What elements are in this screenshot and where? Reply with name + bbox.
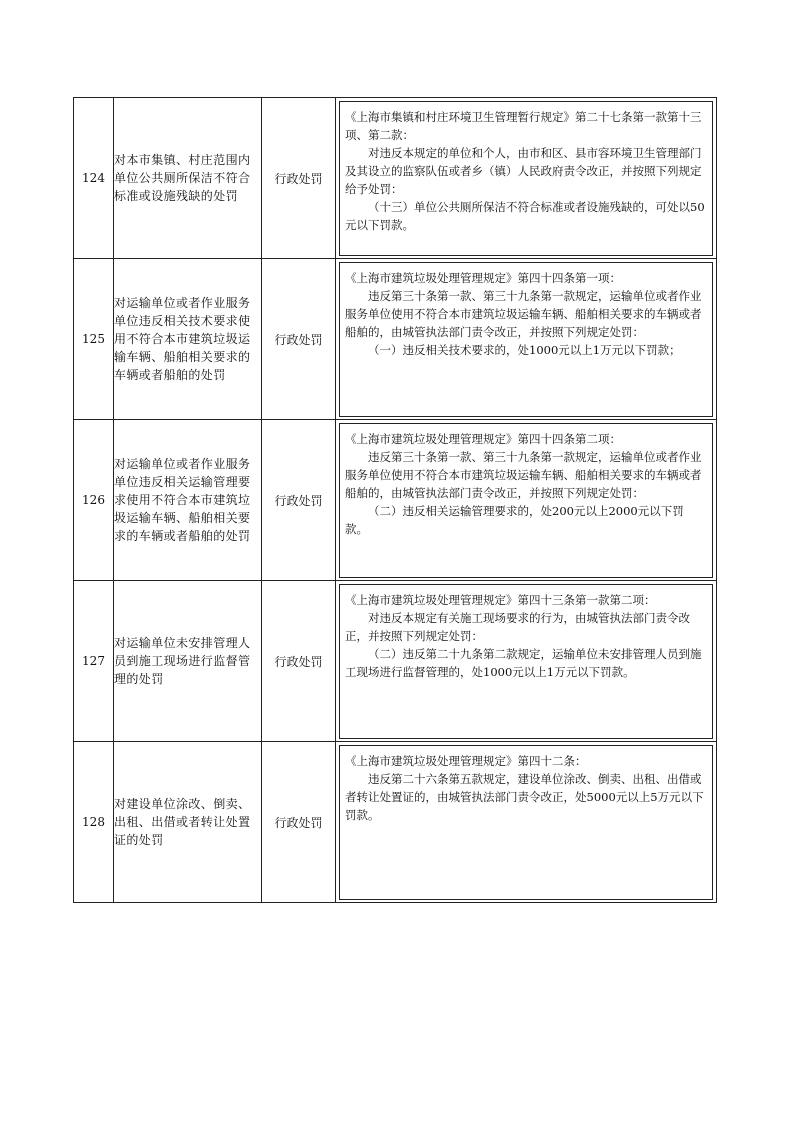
legal-basis	[336, 742, 717, 903]
table-row	[74, 259, 717, 420]
item-category: 行政处罚	[262, 259, 336, 420]
table-row	[74, 581, 717, 742]
row-number: 124	[74, 98, 114, 259]
basis-clause: （十三）单位公共厕所保洁不符合标准或者设施残缺的，可处以50元以下罚款。	[345, 199, 705, 232]
basis-title: 《上海市建筑垃圾处理管理规定》第四十四条第二项：	[345, 431, 621, 446]
legal-basis-box	[339, 101, 713, 256]
basis-title: 《上海市集镇和村庄环境卫生管理暂行规定》第二十七条第一款第十三项、第二款：	[345, 109, 702, 142]
row-number: 127	[74, 581, 114, 742]
basis-body: 违反第二十六条第五款规定，建设单位涂改、倒卖、出租、出借或者转让处置证的，由城管执法部门责令改正，处5000元以上5万元以下罚款。	[345, 771, 704, 822]
basis-title: 《上海市建筑垃圾处理管理规定》第四十三条第一款第二项：	[345, 592, 656, 607]
penalty-table	[73, 97, 717, 903]
legal-basis	[336, 581, 717, 742]
legal-basis-box	[339, 423, 713, 578]
item-name: 对建设单位涂改、倒卖、出租、出借或者转让处置证的处罚	[114, 742, 262, 903]
item-category: 行政处罚	[262, 98, 336, 259]
table-row	[74, 420, 717, 581]
row-number: 125	[74, 259, 114, 420]
item-category: 行政处罚	[262, 420, 336, 581]
row-number: 126	[74, 420, 114, 581]
legal-basis	[336, 98, 717, 259]
basis-title: 《上海市建筑垃圾处理管理规定》第四十二条：	[345, 753, 587, 768]
item-name: 对本市集镇、村庄范围内单位公共厕所保洁不符合标准或设施残缺的处罚	[114, 98, 262, 259]
item-category: 行政处罚	[262, 742, 336, 903]
basis-clause: （一）违反相关技术要求的，处1000元以上1万元以下罚款；	[368, 342, 681, 357]
item-name: 对运输单位未安排管理人员到施工现场进行监督管理的处罚	[114, 581, 262, 742]
item-name: 对运输单位或者作业服务单位违反相关技术要求使用不符合本市建筑垃圾运输车辆、船舶相关要求的车辆或者船舶的处罚	[114, 259, 262, 420]
table-row	[74, 98, 717, 259]
row-number: 128	[74, 742, 114, 903]
item-category: 行政处罚	[262, 581, 336, 742]
basis-body: 违反第三十条第一款、第三十九条第一款规定，运输单位或者作业服务单位使用不符合本市建筑垃圾运输车辆、船舶相关要求的车辆或者船舶的，由城管执法部门责令改正，并按照下列规定处罚：	[345, 288, 702, 339]
item-name: 对运输单位或者作业服务单位违反相关运输管理要求使用不符合本市建筑垃圾运输车辆、船舶相关要求的车辆或者船舶的处罚	[114, 420, 262, 581]
legal-basis-box	[339, 262, 713, 417]
basis-clause: （二）违反第二十九条第二款规定，运输单位未安排管理人员到施工现场进行监督管理的，处1000元以上1万元以下罚款。	[345, 646, 702, 679]
legal-basis	[336, 420, 717, 581]
basis-clause: （二）违反相关运输管理要求的，处200元以上2000元以下罚款。	[345, 503, 684, 536]
basis-title: 《上海市建筑垃圾处理管理规定》第四十四条第一项：	[345, 270, 621, 285]
legal-basis-box	[339, 745, 713, 900]
legal-basis-box	[339, 584, 713, 739]
basis-body: 对违反本规定的单位和个人，由市和区、县市容环境卫生管理部门及其设立的监察队伍或者乡（镇）人民政府责令改正，并按照下列规定给予处罚：	[345, 145, 702, 196]
table-row	[74, 742, 717, 903]
basis-body: 违反第三十条第一款、第三十九条第一款规定，运输单位或者作业服务单位使用不符合本市建筑垃圾运输车辆、船舶相关要求的车辆或者船舶的，由城管执法部门责令改正，并按照下列规定处罚：	[345, 449, 702, 500]
legal-basis	[336, 259, 717, 420]
basis-body: 对违反本规定有关施工现场要求的行为，由城管执法部门责令改正，并按照下列规定处罚：	[345, 610, 690, 643]
